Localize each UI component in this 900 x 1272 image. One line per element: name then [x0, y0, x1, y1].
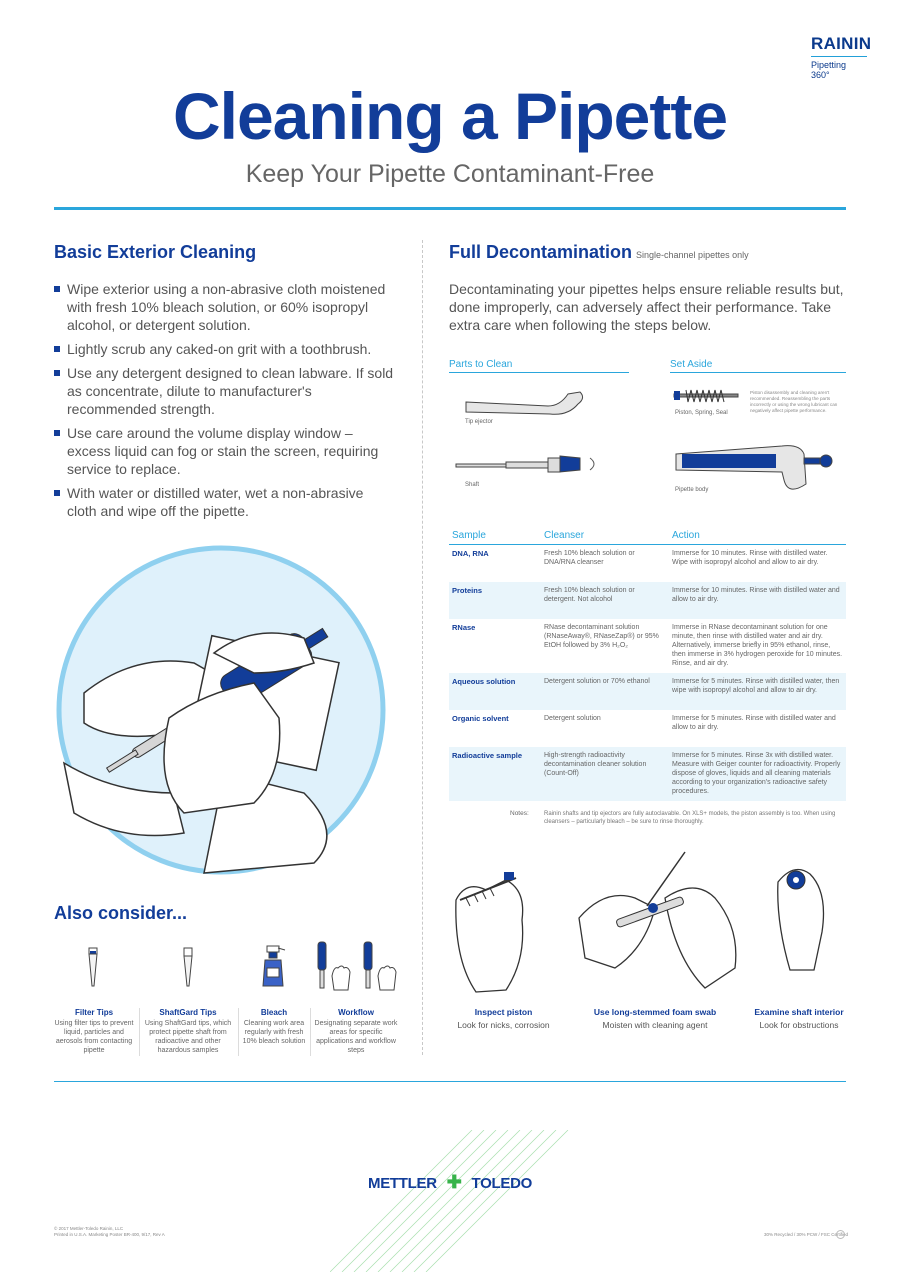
- page-subtitle: Keep Your Pipette Contaminant-Free: [245, 160, 655, 188]
- list-item: Lightly scrub any caked-on grit with a toothbrush.: [54, 340, 394, 358]
- notes-label: Notes:: [510, 810, 529, 817]
- bullet-icon: [54, 286, 60, 292]
- table-row: Radioactive sample High-strength radioactivity decontamination cleaner solution (Count-Off) Immerse for 5 minutes. Rinse 3x with distilled water. Measure with Geiger counter for radioactivity. Properly dispose of gloves, liquids and all cleaning materials according to your organization's radioactive safety procedures.: [449, 747, 846, 801]
- single-channel-note: Single-channel pipettes only: [636, 250, 749, 260]
- step-foam-swab: Use long-stemmed foam swab Moisten with cleaning agent: [593, 1007, 717, 1030]
- list-item: With water or distilled water, wet a non-abrasive cloth and wipe off the pipette.: [54, 484, 394, 520]
- decontamination-table: [449, 528, 846, 801]
- pipette-body-caption: Pipette body: [675, 487, 709, 493]
- consider-divider: [238, 1008, 239, 1056]
- workflow-pipette-gloves-icon-2: [360, 940, 400, 992]
- table-header-action: Action: [669, 528, 846, 545]
- consider-divider: [310, 1008, 311, 1056]
- also-consider-title: Also consider...: [54, 903, 188, 923]
- inspect-piston-illustration: [446, 860, 538, 998]
- shaftgard-tip-icon: [181, 946, 195, 988]
- filter-tip-icon: [86, 946, 100, 988]
- brand-block: [811, 34, 872, 80]
- shaft-illustration: [454, 452, 604, 476]
- logo-hatch-graphic: [330, 1130, 570, 1272]
- parts-rule: [449, 372, 629, 373]
- piston-warning: Piston disassembly and cleaning aren't recommended. Reassembling the parts incorrectly or using the wrong lubricant can negatively affect pipette performance.: [750, 390, 838, 413]
- basic-cleaning-list: [54, 280, 394, 526]
- consider-workflow: Workflow Designating separate work areas for specific applications and workflow steps: [314, 1008, 398, 1054]
- brand-name: RAININ: [811, 34, 872, 53]
- full-decon-title: Full Decontamination Single-channel pipettes only: [449, 242, 749, 262]
- shaft-caption: Shaft: [465, 482, 480, 488]
- piston-spring-seal-illustration: [672, 388, 742, 404]
- top-rule: [54, 207, 846, 210]
- list-item: Use any detergent designed to clean labware. If sold as concentrate, dilute to manufacturer's recommended strength.: [54, 364, 394, 418]
- consider-shaftgard-tips: ShaftGard Tips Using ShaftGard tips, which protect pipette shaft from radioactive and other hazardous samples: [144, 1008, 232, 1054]
- table-row: Organic solvent Detergent solution Immerse for 5 minutes. Rinse with distilled water and allow to air dry.: [452, 713, 836, 731]
- logo-cross-icon: ✚: [446, 1172, 462, 1192]
- basic-cleaning-title: Basic Exterior Cleaning: [54, 242, 257, 262]
- bleach-spray-icon: [259, 944, 287, 988]
- bottom-rule: [54, 1081, 846, 1082]
- page-title: Cleaning a Pipette: [172, 79, 728, 153]
- recycle-icon: [836, 1230, 845, 1239]
- table-row: RNase RNase decontaminant solution (RNaseAway®, RNaseZap®) or 95% EtOH followed by 3% H₂O₂ Immerse in RNase decontaminant solution for one minute, then rinse with distilled water and air dry. Alternatively, immerse briefly in 95% ethanol, rinse, then immerse in 3% hydrogen peroxide for 10 minutes. Rinse, and air dry.: [452, 622, 843, 668]
- tip-ejector-illustration: [460, 388, 590, 418]
- bullet-icon: [54, 430, 60, 436]
- table-row: Proteins Fresh 10% bleach solution or detergent. Not alcohol Immerse for 10 minutes. Rinse with distilled water and allow to air dry.: [449, 582, 846, 619]
- foam-swab-illustration: [575, 848, 745, 998]
- set-aside-rule: [670, 372, 846, 373]
- examine-shaft-illustration: [770, 862, 830, 972]
- set-aside-label: Set Aside: [670, 359, 713, 370]
- wiping-pipette-illustration: [54, 543, 388, 877]
- bullet-icon: [54, 346, 60, 352]
- table-row: Aqueous solution Detergent solution or 70% ethanol Immerse for 5 minutes. Rinse with distilled water, then wipe with isopropyl alcohol and allow to air dry.: [449, 673, 846, 710]
- step-inspect-piston: Inspect piston Look for nicks, corrosion: [457, 1007, 550, 1030]
- tip-ejector-caption: Tip ejector: [465, 419, 493, 425]
- footer-recycled: 30% Recycled / 30% PCW / FSC Certified: [764, 1232, 849, 1237]
- footer-legal: © 2017 Mettler-Toledo Rainin, LLC Printed in U.S.A. Marketing Poster BR-400, 9/17, Rev A: [54, 1226, 165, 1237]
- column-divider: [422, 240, 423, 1055]
- bullet-icon: [54, 370, 60, 376]
- workflow-pipette-gloves-icon: [314, 940, 354, 992]
- bullet-icon: [54, 490, 60, 496]
- mettler-toledo-logo: METTLER ✚ TOLEDO: [368, 1172, 532, 1192]
- table-header-sample: Sample: [449, 528, 541, 545]
- table-row: DNA, RNA Fresh 10% bleach solution or DNA/RNA cleanser Immerse for 10 minutes. Rinse with distilled water. Wipe with isopropyl alcohol and allow to air dry.: [452, 549, 828, 567]
- consider-bleach: Bleach Cleaning work area regularly with fresh 10% bleach solution: [242, 1008, 306, 1045]
- parts-to-clean-label: Parts to Clean: [449, 359, 513, 370]
- consider-filter-tips: Filter Tips Using filter tips to prevent liquid, particles and aerosols from contacting pipette: [54, 1008, 134, 1054]
- list-item: Wipe exterior using a non-abrasive cloth moistened with fresh 10% bleach solution, or 60% isopropyl alcohol, or detergent solution.: [54, 280, 394, 334]
- brand-tagline: Pipetting 360°: [811, 60, 847, 80]
- list-item: Use care around the volume display window – excess liquid can fog or stain the screen, requiring service to replace.: [54, 424, 394, 478]
- step-examine-shaft: Examine shaft interior Look for obstructions: [754, 1007, 844, 1030]
- full-decon-intro: Decontaminating your pipettes helps ensure reliable results but, done improperly, can adversely affect their performance. Take extra care when following the steps below.: [449, 281, 844, 333]
- brand-divider: [811, 56, 867, 57]
- piston-caption: Piston, Spring, Seal: [675, 410, 728, 416]
- table-header-cleanser: Cleanser: [541, 528, 669, 545]
- notes-text: Rainin shafts and tip ejectors are fully autoclavable. On XLS+ models, the piston assembly is too. When using cleansers – particularly bleach – be sure to rinse thoroughly.: [544, 811, 836, 825]
- consider-divider: [139, 1008, 140, 1056]
